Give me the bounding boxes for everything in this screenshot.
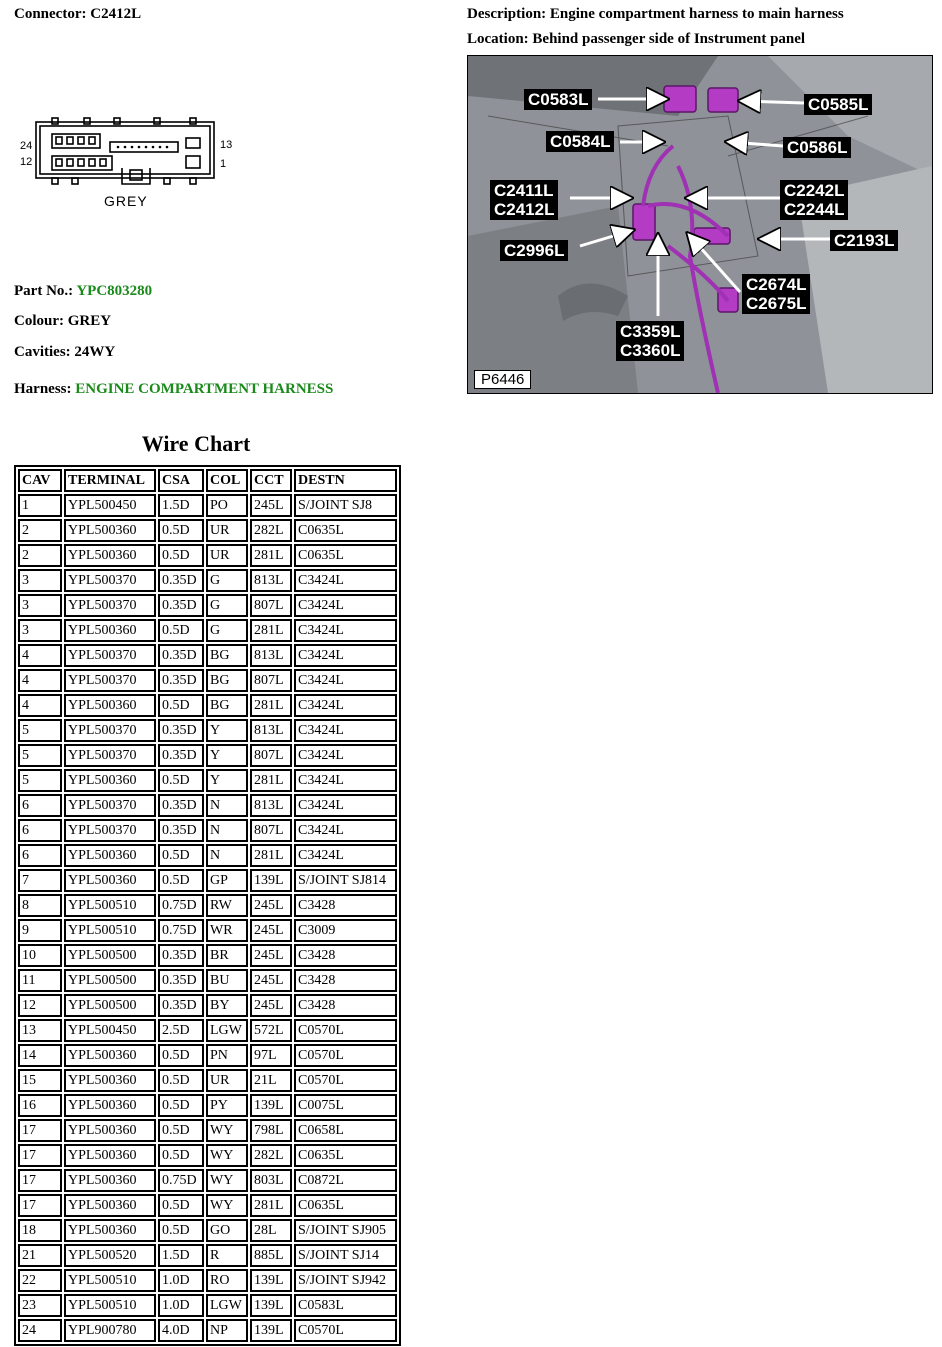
cell-destn: C0570L bbox=[294, 1319, 397, 1342]
cell-col: PO bbox=[206, 494, 248, 517]
cell-cav: 5 bbox=[18, 719, 62, 742]
cell-csa: 0.5D bbox=[158, 844, 204, 867]
cell-csa: 0.35D bbox=[158, 819, 204, 842]
cell-terminal: YPL500510 bbox=[64, 894, 156, 917]
cell-terminal: YPL500360 bbox=[64, 619, 156, 642]
cell-cav: 22 bbox=[18, 1269, 62, 1292]
cell-destn: C3428 bbox=[294, 944, 397, 967]
table-row bbox=[18, 694, 397, 717]
cell-cct: 21L bbox=[250, 1069, 292, 1092]
connector-label: Connector: C2412L bbox=[14, 6, 142, 22]
cell-csa: 0.5D bbox=[158, 1069, 204, 1092]
cell-destn: S/JOINT SJ814 bbox=[294, 869, 397, 892]
cell-destn: C0872L bbox=[294, 1169, 397, 1192]
cell-col: WY bbox=[206, 1194, 248, 1217]
cell-csa: 0.5D bbox=[158, 1144, 204, 1167]
wire-chart-table bbox=[14, 465, 401, 1346]
cell-csa: 0.5D bbox=[158, 1044, 204, 1067]
cell-cct: 245L bbox=[250, 994, 292, 1017]
cell-csa: 0.5D bbox=[158, 869, 204, 892]
cell-terminal: YPL500370 bbox=[64, 569, 156, 592]
cell-cct: 281L bbox=[250, 769, 292, 792]
cell-cct: 813L bbox=[250, 794, 292, 817]
cell-cav: 2 bbox=[18, 544, 62, 567]
table-row bbox=[18, 1269, 397, 1292]
cell-destn: C3424L bbox=[294, 769, 397, 792]
cell-terminal: YPL500360 bbox=[64, 1119, 156, 1142]
figure-id: P6446 bbox=[474, 370, 531, 389]
table-row bbox=[18, 594, 397, 617]
callout-c2193l: C2193L bbox=[830, 230, 898, 251]
cell-cav: 4 bbox=[18, 644, 62, 667]
cell-terminal: YPL500360 bbox=[64, 1044, 156, 1067]
cell-destn: C3424L bbox=[294, 719, 397, 742]
cell-col: G bbox=[206, 594, 248, 617]
cell-csa: 0.35D bbox=[158, 719, 204, 742]
cell-cct: 245L bbox=[250, 944, 292, 967]
cell-cav: 3 bbox=[18, 569, 62, 592]
table-row bbox=[18, 894, 397, 917]
cell-destn: C0570L bbox=[294, 1044, 397, 1067]
cell-col: BG bbox=[206, 669, 248, 692]
table-row bbox=[18, 869, 397, 892]
location-photo bbox=[467, 55, 933, 394]
cell-destn: C3424L bbox=[294, 569, 397, 592]
cell-terminal: YPL500360 bbox=[64, 519, 156, 542]
cell-col: N bbox=[206, 794, 248, 817]
table-row bbox=[18, 819, 397, 842]
cell-cct: 798L bbox=[250, 1119, 292, 1142]
cell-cav: 21 bbox=[18, 1244, 62, 1267]
cell-col: LGW bbox=[206, 1019, 248, 1042]
cell-col: WY bbox=[206, 1169, 248, 1192]
cell-csa: 1.0D bbox=[158, 1269, 204, 1292]
cell-destn: S/JOINT SJ14 bbox=[294, 1244, 397, 1267]
cavities-label: Cavities: 24WY bbox=[14, 344, 116, 360]
cell-cav: 6 bbox=[18, 819, 62, 842]
cell-cav: 12 bbox=[18, 994, 62, 1017]
table-row bbox=[18, 1294, 397, 1317]
callout-c0586l: C0586L bbox=[783, 137, 851, 158]
cell-destn: C3424L bbox=[294, 744, 397, 767]
cell-destn: C3424L bbox=[294, 644, 397, 667]
cell-csa: 1.0D bbox=[158, 1294, 204, 1317]
cell-cav: 17 bbox=[18, 1144, 62, 1167]
table-row bbox=[18, 994, 397, 1017]
cell-destn: C0570L bbox=[294, 1019, 397, 1042]
cell-terminal: YPL500500 bbox=[64, 994, 156, 1017]
cell-csa: 0.75D bbox=[158, 1169, 204, 1192]
cell-destn: C3424L bbox=[294, 619, 397, 642]
pin-13-label: 13 bbox=[220, 139, 233, 151]
cell-cct: 807L bbox=[250, 594, 292, 617]
cell-terminal: YPL500370 bbox=[64, 644, 156, 667]
cell-csa: 0.75D bbox=[158, 894, 204, 917]
cell-cct: 282L bbox=[250, 1144, 292, 1167]
cell-terminal: YPL500370 bbox=[64, 719, 156, 742]
cell-col: WY bbox=[206, 1119, 248, 1142]
table-row bbox=[18, 1219, 397, 1242]
cell-col: BU bbox=[206, 969, 248, 992]
cell-cct: 139L bbox=[250, 1269, 292, 1292]
cell-col: UR bbox=[206, 519, 248, 542]
cell-csa: 4.0D bbox=[158, 1319, 204, 1342]
table-row bbox=[18, 794, 397, 817]
cell-col: NP bbox=[206, 1319, 248, 1342]
cell-csa: 0.5D bbox=[158, 519, 204, 542]
cell-cct: 807L bbox=[250, 669, 292, 692]
cell-destn: C3424L bbox=[294, 794, 397, 817]
cell-destn: C0570L bbox=[294, 1069, 397, 1092]
cell-cct: 813L bbox=[250, 569, 292, 592]
cell-terminal: YPL500360 bbox=[64, 769, 156, 792]
cell-cct: 281L bbox=[250, 694, 292, 717]
cell-csa: 0.5D bbox=[158, 1194, 204, 1217]
cell-cct: 28L bbox=[250, 1219, 292, 1242]
connector-colour-text: GREY bbox=[104, 193, 148, 209]
cell-terminal: YPL500510 bbox=[64, 1294, 156, 1317]
cell-cav: 18 bbox=[18, 1219, 62, 1242]
cell-csa: 0.35D bbox=[158, 994, 204, 1017]
cell-terminal: YPL500520 bbox=[64, 1244, 156, 1267]
cell-terminal: YPL500360 bbox=[64, 1094, 156, 1117]
table-row bbox=[18, 969, 397, 992]
cell-csa: 0.75D bbox=[158, 919, 204, 942]
cell-csa: 0.5D bbox=[158, 1094, 204, 1117]
table-row bbox=[18, 1044, 397, 1067]
cell-terminal: YPL500370 bbox=[64, 819, 156, 842]
cell-cct: 813L bbox=[250, 719, 292, 742]
table-row bbox=[18, 744, 397, 767]
cell-cav: 6 bbox=[18, 844, 62, 867]
cell-col: GP bbox=[206, 869, 248, 892]
cell-destn: C0635L bbox=[294, 544, 397, 567]
cell-csa: 0.5D bbox=[158, 544, 204, 567]
cell-cct: 245L bbox=[250, 969, 292, 992]
cell-cav: 17 bbox=[18, 1119, 62, 1142]
cell-cav: 8 bbox=[18, 894, 62, 917]
cell-cct: 803L bbox=[250, 1169, 292, 1192]
cell-cav: 6 bbox=[18, 794, 62, 817]
cell-terminal: YPL500360 bbox=[64, 1144, 156, 1167]
cell-csa: 0.35D bbox=[158, 944, 204, 967]
table-row bbox=[18, 1144, 397, 1167]
cell-terminal: YPL500500 bbox=[64, 944, 156, 967]
description-label: Description: Engine compartment harness to main harness bbox=[467, 6, 844, 22]
callout-c0583l: C0583L bbox=[524, 89, 592, 110]
table-row bbox=[18, 1069, 397, 1092]
cell-csa: 0.35D bbox=[158, 969, 204, 992]
header-col: COL bbox=[206, 469, 248, 492]
table-row bbox=[18, 569, 397, 592]
cell-terminal: YPL500360 bbox=[64, 1069, 156, 1092]
cell-col: N bbox=[206, 819, 248, 842]
cell-csa: 0.35D bbox=[158, 594, 204, 617]
cell-terminal: YPL500360 bbox=[64, 869, 156, 892]
cell-col: Y bbox=[206, 769, 248, 792]
cell-destn: C3424L bbox=[294, 694, 397, 717]
cell-col: RO bbox=[206, 1269, 248, 1292]
table-row bbox=[18, 1094, 397, 1117]
table-row bbox=[18, 669, 397, 692]
cell-csa: 0.5D bbox=[158, 1119, 204, 1142]
cell-cav: 17 bbox=[18, 1169, 62, 1192]
pin-24-label: 24 bbox=[20, 140, 33, 152]
cell-col: BY bbox=[206, 994, 248, 1017]
cell-cav: 15 bbox=[18, 1069, 62, 1092]
harness-label: Harness: bbox=[14, 381, 76, 397]
table-row bbox=[18, 619, 397, 642]
table-row bbox=[18, 494, 397, 517]
callout-c2411l-c2412l: C2411L C2412L bbox=[490, 180, 558, 220]
cell-cct: 281L bbox=[250, 544, 292, 567]
cell-csa: 0.35D bbox=[158, 569, 204, 592]
part-number-link[interactable]: YPC803280 bbox=[76, 283, 153, 299]
cell-col: R bbox=[206, 1244, 248, 1267]
cell-cav: 23 bbox=[18, 1294, 62, 1317]
table-row bbox=[18, 1194, 397, 1217]
table-row bbox=[18, 944, 397, 967]
connector-face-icon bbox=[14, 112, 244, 212]
cell-col: G bbox=[206, 619, 248, 642]
cell-destn: S/JOINT SJ942 bbox=[294, 1269, 397, 1292]
cell-destn: C3424L bbox=[294, 844, 397, 867]
cell-destn: S/JOINT SJ8 bbox=[294, 494, 397, 517]
cell-cct: 282L bbox=[250, 519, 292, 542]
cell-cct: 572L bbox=[250, 1019, 292, 1042]
cell-cav: 10 bbox=[18, 944, 62, 967]
cell-csa: 0.5D bbox=[158, 619, 204, 642]
cell-csa: 2.5D bbox=[158, 1019, 204, 1042]
cell-destn: C0635L bbox=[294, 1194, 397, 1217]
table-row bbox=[18, 919, 397, 942]
cell-terminal: YPL500510 bbox=[64, 919, 156, 942]
cell-col: BG bbox=[206, 694, 248, 717]
cell-cct: 281L bbox=[250, 844, 292, 867]
cell-csa: 0.5D bbox=[158, 694, 204, 717]
cell-cav: 4 bbox=[18, 669, 62, 692]
cell-csa: 0.35D bbox=[158, 669, 204, 692]
harness bbox=[14, 381, 333, 398]
cell-csa: 0.35D bbox=[158, 644, 204, 667]
cell-cav: 14 bbox=[18, 1044, 62, 1067]
cell-cav: 2 bbox=[18, 519, 62, 542]
harness-link[interactable]: ENGINE COMPARTMENT HARNESS bbox=[75, 381, 334, 397]
cell-cav: 13 bbox=[18, 1019, 62, 1042]
header-cct: CCT bbox=[250, 469, 292, 492]
cell-cav: 24 bbox=[18, 1319, 62, 1342]
cell-col: Y bbox=[206, 744, 248, 767]
cell-col: RW bbox=[206, 894, 248, 917]
cell-destn: C3428 bbox=[294, 994, 397, 1017]
cell-destn: C0075L bbox=[294, 1094, 397, 1117]
cell-destn: C0635L bbox=[294, 519, 397, 542]
cell-csa: 0.5D bbox=[158, 1219, 204, 1242]
cell-cct: 139L bbox=[250, 869, 292, 892]
cell-destn: C3424L bbox=[294, 594, 397, 617]
cell-cct: 885L bbox=[250, 1244, 292, 1267]
table-row bbox=[18, 1244, 397, 1267]
cell-terminal: YPL500370 bbox=[64, 794, 156, 817]
wire-chart-header-row bbox=[18, 469, 397, 492]
cell-col: UR bbox=[206, 1069, 248, 1092]
table-row bbox=[18, 519, 397, 542]
table-row bbox=[18, 644, 397, 667]
header-destn: DESTN bbox=[294, 469, 397, 492]
pin-1-label: 1 bbox=[220, 158, 227, 170]
table-row bbox=[18, 719, 397, 742]
cell-destn: C3009 bbox=[294, 919, 397, 942]
cell-cav: 5 bbox=[18, 744, 62, 767]
cell-csa: 0.35D bbox=[158, 794, 204, 817]
cell-cct: 807L bbox=[250, 819, 292, 842]
header-terminal: TERMINAL bbox=[64, 469, 156, 492]
cell-csa: 0.5D bbox=[158, 769, 204, 792]
cell-col: BG bbox=[206, 644, 248, 667]
callout-c0584l: C0584L bbox=[546, 131, 614, 152]
cell-col: G bbox=[206, 569, 248, 592]
cell-destn: C3428 bbox=[294, 969, 397, 992]
cell-csa: 0.35D bbox=[158, 744, 204, 767]
cell-cct: 281L bbox=[250, 619, 292, 642]
cell-terminal: YPL500360 bbox=[64, 694, 156, 717]
part-number bbox=[14, 283, 152, 300]
cell-col: BR bbox=[206, 944, 248, 967]
cell-terminal: YPL900780 bbox=[64, 1319, 156, 1342]
table-row bbox=[18, 544, 397, 567]
cell-csa: 1.5D bbox=[158, 1244, 204, 1267]
cell-cav: 11 bbox=[18, 969, 62, 992]
callout-c2242l-c2244l: C2242L C2244L bbox=[780, 180, 848, 220]
header-cav: CAV bbox=[18, 469, 62, 492]
cell-cav: 3 bbox=[18, 594, 62, 617]
cell-col: Y bbox=[206, 719, 248, 742]
part-number-label: Part No.: bbox=[14, 283, 77, 299]
callout-c0585l: C0585L bbox=[804, 94, 872, 115]
colour-label: Colour: GREY bbox=[14, 313, 112, 329]
cell-terminal: YPL500510 bbox=[64, 1269, 156, 1292]
cell-cav: 17 bbox=[18, 1194, 62, 1217]
cell-destn: C0583L bbox=[294, 1294, 397, 1317]
cell-terminal: YPL500500 bbox=[64, 969, 156, 992]
cell-cct: 807L bbox=[250, 744, 292, 767]
location-label: Location: Behind passenger side of Instrument panel bbox=[467, 31, 806, 47]
cell-col: UR bbox=[206, 544, 248, 567]
table-row bbox=[18, 844, 397, 867]
cell-col: WY bbox=[206, 1144, 248, 1167]
cell-terminal: YPL500360 bbox=[64, 544, 156, 567]
table-row bbox=[18, 1119, 397, 1142]
cell-cct: 139L bbox=[250, 1294, 292, 1317]
wire-chart-title: Wire Chart bbox=[141, 431, 251, 456]
cell-cav: 5 bbox=[18, 769, 62, 792]
cell-destn: C0635L bbox=[294, 1144, 397, 1167]
cell-destn: C3428 bbox=[294, 894, 397, 917]
cell-cav: 4 bbox=[18, 694, 62, 717]
wire-chart-body bbox=[18, 494, 397, 1342]
cell-col: GO bbox=[206, 1219, 248, 1242]
cell-cct: 139L bbox=[250, 1319, 292, 1342]
pin-12-label: 12 bbox=[20, 156, 33, 168]
cell-col: PY bbox=[206, 1094, 248, 1117]
table-row bbox=[18, 1169, 397, 1192]
cell-destn: S/JOINT SJ905 bbox=[294, 1219, 397, 1242]
cell-cct: 245L bbox=[250, 894, 292, 917]
cell-cct: 245L bbox=[250, 919, 292, 942]
table-row bbox=[18, 1319, 397, 1342]
cell-terminal: YPL500450 bbox=[64, 494, 156, 517]
cell-cav: 1 bbox=[18, 494, 62, 517]
connector-face-diagram bbox=[14, 112, 244, 212]
header-csa: CSA bbox=[158, 469, 204, 492]
cell-cct: 139L bbox=[250, 1094, 292, 1117]
cell-cct: 97L bbox=[250, 1044, 292, 1067]
cell-cav: 9 bbox=[18, 919, 62, 942]
cell-terminal: YPL500360 bbox=[64, 1169, 156, 1192]
cell-terminal: YPL500370 bbox=[64, 669, 156, 692]
cell-destn: C0658L bbox=[294, 1119, 397, 1142]
cell-cct: 245L bbox=[250, 494, 292, 517]
cell-terminal: YPL500360 bbox=[64, 844, 156, 867]
cell-terminal: YPL500360 bbox=[64, 1219, 156, 1242]
table-row bbox=[18, 1019, 397, 1042]
cell-terminal: YPL500370 bbox=[64, 594, 156, 617]
cell-cav: 3 bbox=[18, 619, 62, 642]
cell-destn: C3424L bbox=[294, 819, 397, 842]
cell-cav: 16 bbox=[18, 1094, 62, 1117]
cell-cct: 813L bbox=[250, 644, 292, 667]
cell-col: WR bbox=[206, 919, 248, 942]
cell-cav: 7 bbox=[18, 869, 62, 892]
cell-col: LGW bbox=[206, 1294, 248, 1317]
cell-destn: C3424L bbox=[294, 669, 397, 692]
callout-c2996l: C2996L bbox=[500, 240, 568, 261]
cell-terminal: YPL500450 bbox=[64, 1019, 156, 1042]
table-row bbox=[18, 769, 397, 792]
cell-terminal: YPL500370 bbox=[64, 744, 156, 767]
cell-col: PN bbox=[206, 1044, 248, 1067]
callout-c2674l-c2675l: C2674L C2675L bbox=[742, 274, 810, 314]
cell-cct: 281L bbox=[250, 1194, 292, 1217]
callout-c3359l-c3360l: C3359L C3360L bbox=[616, 321, 684, 361]
cell-csa: 1.5D bbox=[158, 494, 204, 517]
cell-terminal: YPL500360 bbox=[64, 1194, 156, 1217]
cell-col: N bbox=[206, 844, 248, 867]
